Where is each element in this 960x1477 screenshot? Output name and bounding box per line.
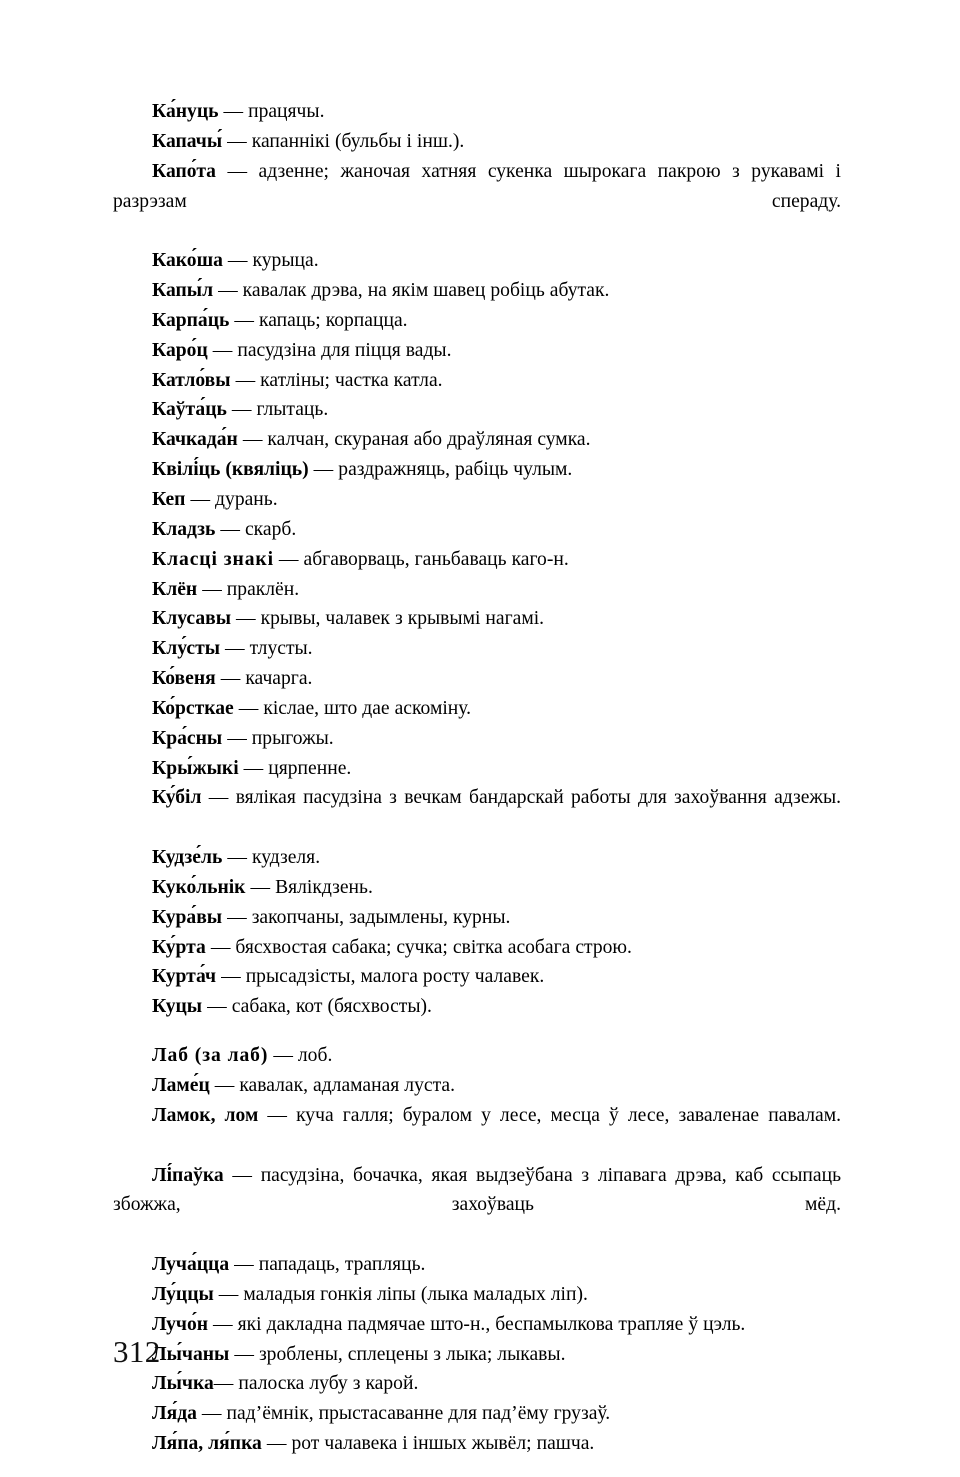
dictionary-entry <box>113 604 841 634</box>
entry-dash: — <box>220 668 241 690</box>
entry-headword: Ламок, лом <box>152 1104 259 1126</box>
entry-dash: — <box>243 757 264 779</box>
entry-definition: адзенне; жаночая хатняя сукенка шырокага пакрою з рукавамі і разрэзам спераду. <box>113 160 841 212</box>
dictionary-entry <box>113 933 841 963</box>
entry-headword: Ко́рсткае <box>152 697 234 719</box>
entry-dash: — <box>235 369 256 391</box>
entry-definition: крывы, чалавек з крывымі нагамі. <box>260 608 545 630</box>
entry-headword: Ку́біл <box>152 787 202 809</box>
entry-headword: Лучо́н <box>152 1313 209 1335</box>
entry-definition: кудзеля. <box>251 847 321 869</box>
entry-dash: — <box>227 727 247 749</box>
entry-dash: — <box>213 1373 234 1395</box>
entry-dash: — <box>278 548 299 570</box>
entry-definition: кавалак, адламаная луста. <box>239 1075 455 1096</box>
entry-dash: — <box>231 399 252 421</box>
entry-definition: абгаворваць, ганьбаваць каго-н. <box>303 548 569 570</box>
entry-headword: Кры́жыкі <box>152 757 239 779</box>
entry-headword: Клу́сты <box>152 638 221 660</box>
dictionary-entry <box>113 336 841 366</box>
section-separator <box>113 1022 841 1041</box>
entry-dash: — <box>234 1343 254 1365</box>
dictionary-entry <box>113 1399 841 1429</box>
entry-headword: Каро́ц <box>152 339 208 361</box>
entry-headword: Капачы́ <box>152 130 223 152</box>
dictionary-entry-column <box>113 97 841 1459</box>
entry-dash: — <box>214 1075 235 1096</box>
entry-definition: катліны; частка катла. <box>260 369 443 391</box>
entry-dash: — <box>266 1433 287 1455</box>
dictionary-entry <box>113 1429 841 1459</box>
entry-definition: раздражняць, рабіць чулым. <box>338 459 573 481</box>
dictionary-entry <box>113 306 841 336</box>
entry-definition: кавалак дрэва, на якім шавец робіць абутак. <box>242 280 610 302</box>
dictionary-entry <box>113 1250 841 1280</box>
entry-dash: — <box>227 847 247 869</box>
entry-definition: які дакладна падмячае што-н., беспамылкова трапляе ў цэль. <box>237 1313 746 1335</box>
entry-headword: Качкада́н <box>152 429 238 451</box>
dictionary-entry <box>113 1071 841 1101</box>
entry-definition: пападаць, трапляць. <box>258 1254 426 1276</box>
dictionary-entry <box>113 634 841 664</box>
entry-definition: маладыя гонкія ліпы (лыка маладых ліп). <box>243 1283 588 1305</box>
entry-dash: — <box>238 697 259 719</box>
entry-dash: — <box>236 608 256 630</box>
entry-definition: дурань. <box>215 488 278 510</box>
entry-headword: Луча́цца <box>152 1254 230 1276</box>
dictionary-entry <box>113 873 841 903</box>
entry-definition: пасудзіна для піцця вады. <box>237 339 452 361</box>
entry-definition: скарб. <box>244 518 297 540</box>
dictionary-entry <box>113 1161 841 1251</box>
entry-dash: — <box>220 518 240 540</box>
dictionary-entry <box>113 425 841 455</box>
entry-headword: Лы́чаны <box>152 1343 230 1365</box>
entry-headword: Ля́па, ля́пка <box>152 1433 262 1455</box>
entry-definition: зроблены, сплецены з лыка; лыкавы. <box>258 1343 566 1365</box>
entry-dash: — <box>227 130 247 152</box>
entry-dash: — <box>207 996 227 1018</box>
entry-definition: курыца. <box>252 250 319 272</box>
entry-headword: Лы́чка <box>152 1373 214 1395</box>
entry-dash: — <box>232 1164 252 1186</box>
entry-dash: — <box>234 309 254 331</box>
entry-headword: Клён <box>152 578 198 600</box>
entry-dash: — <box>225 638 245 660</box>
entry-definition: прысадзісты, малога росту чалавек. <box>245 966 545 988</box>
dictionary-entry <box>113 157 841 247</box>
entry-definition: працячы. <box>248 101 325 122</box>
entry-dash: — <box>221 966 241 988</box>
dictionary-entry <box>113 1369 841 1399</box>
entry-headword: Лі́паўка <box>152 1164 224 1186</box>
entry-definition: прыгожы. <box>251 727 334 749</box>
entry-dash: — <box>190 488 211 510</box>
dictionary-entry <box>113 575 841 605</box>
dictionary-entry <box>113 992 841 1022</box>
entry-dash: — <box>267 1104 287 1126</box>
entry-headword: Кудзе́ль <box>152 847 223 869</box>
entry-definition: качарга. <box>245 668 313 690</box>
dictionary-entry <box>113 1041 841 1071</box>
entry-headword: Капо́та <box>152 160 216 182</box>
entry-dash: — <box>242 429 263 451</box>
dictionary-entry <box>113 127 841 157</box>
dictionary-entry <box>113 366 841 396</box>
entry-dash: — <box>227 906 247 928</box>
entry-definition: бясхвостая сабака; сучка; світка асобага строю. <box>235 936 632 958</box>
letter-section-Л <box>113 1041 841 1459</box>
entry-dash: — <box>213 1313 233 1335</box>
entry-definition: закопчаны, задымлены, курны. <box>251 906 511 928</box>
entry-dash: — <box>212 339 233 361</box>
entry-definition: праклён. <box>226 578 300 600</box>
entry-dash: — <box>201 1403 222 1425</box>
entry-headword: Кеп <box>152 488 186 510</box>
entry-headword: Квілі́ць (квяліць) <box>152 459 309 481</box>
entry-definition: сабака, кот (бясхвосты). <box>231 996 432 1018</box>
dictionary-entry <box>113 664 841 694</box>
entry-definition: кіслае, што дае аскоміну. <box>263 697 472 719</box>
entry-dash: — <box>227 250 248 272</box>
entry-dash: — <box>218 280 238 302</box>
entry-headword: Клусавы <box>152 608 232 630</box>
dictionary-entry <box>113 1310 841 1340</box>
entry-headword: Кра́сны <box>152 727 223 749</box>
dictionary-entry <box>113 395 841 425</box>
entry-dash: — <box>273 1045 293 1067</box>
dictionary-entry <box>113 783 841 843</box>
entry-headword: Ламе́ц <box>152 1075 210 1096</box>
dictionary-entry <box>113 754 841 784</box>
entry-dash: — <box>223 101 244 122</box>
entry-definition: рот чалавека і іншых жывёл; пашча. <box>291 1433 595 1455</box>
entry-definition: калчан, скураная або драўляная сумка. <box>267 429 591 451</box>
entry-headword: Ко́веня <box>152 668 216 690</box>
entry-definition: глытаць. <box>256 399 329 421</box>
entry-headword: Кура́вы <box>152 906 223 928</box>
dictionary-entry <box>113 962 841 992</box>
entry-headword: Кладзь <box>152 518 216 540</box>
entry-definition: лоб. <box>297 1045 333 1067</box>
entry-definition: тлусты. <box>249 638 313 660</box>
entry-headword: Лу́ццы <box>152 1283 214 1305</box>
entry-dash: — <box>313 459 334 481</box>
dictionary-entry <box>113 843 841 873</box>
dictionary-entry <box>113 97 841 127</box>
dictionary-entry <box>113 1101 841 1161</box>
entry-definition: капаць; корпацца. <box>258 309 408 331</box>
entry-headword: Како́ша <box>152 250 223 272</box>
entry-definition: капаннікі (бульбы і інш.). <box>251 130 465 152</box>
entry-headword: Катло́вы <box>152 369 231 391</box>
entry-headword: Карпа́ць <box>152 309 230 331</box>
entry-definition: пад’ёмнік, прыстасаванне для пад’ёму грузаў. <box>226 1403 611 1425</box>
entry-dash: — <box>208 787 229 809</box>
dictionary-entry <box>113 485 841 515</box>
entry-dash: — <box>218 1283 239 1305</box>
entry-dash: — <box>210 936 231 958</box>
entry-headword: Каўта́ць <box>152 399 227 421</box>
entry-headword: Ку́рта <box>152 936 206 958</box>
entry-headword: Ля́да <box>152 1403 197 1425</box>
entry-headword: Класці знакі <box>152 548 274 570</box>
dictionary-entry <box>113 903 841 933</box>
entry-definition: палоска лубу з карой. <box>238 1373 419 1395</box>
entry-dash: — <box>202 578 222 600</box>
entry-definition: цярпенне. <box>268 757 352 779</box>
entry-definition: куча галля; буралом у лесе, месца ў лесе, заваленае павалам. <box>296 1104 842 1126</box>
dictionary-entry <box>113 455 841 485</box>
entry-headword: Куцы <box>152 996 203 1018</box>
page-number: 312 <box>113 1334 161 1369</box>
entry-dash: — <box>250 876 271 898</box>
entry-headword: Куко́льнік <box>152 876 246 898</box>
dictionary-entry <box>113 1280 841 1310</box>
dictionary-entry <box>113 724 841 754</box>
dictionary-entry <box>113 545 841 575</box>
entry-headword: Ка́нуць <box>152 101 219 122</box>
dictionary-entry <box>113 694 841 724</box>
entry-definition: вялікая пасудзіна з вечкам бандарскай работы для захоўвання адзежы. <box>235 787 842 809</box>
entry-headword: Курта́ч <box>152 966 217 988</box>
dictionary-entry <box>113 276 841 306</box>
entry-dash: — <box>234 1254 254 1276</box>
entry-headword: Капы́л <box>152 280 214 302</box>
entry-definition: пасудзіна, бочачка, якая выдзеўбана з ліпавага дрэва, каб ссыпаць збожжа, захоўваць мёд. <box>113 1164 842 1216</box>
dictionary-entry <box>113 515 841 545</box>
entry-dash: — <box>227 160 248 182</box>
dictionary-entry <box>113 1340 841 1370</box>
letter-section-К <box>113 97 841 1022</box>
dictionary-entry <box>113 246 841 276</box>
entry-definition: Вялікдзень. <box>275 876 373 898</box>
entry-headword: Лаб (за лаб) <box>152 1045 269 1067</box>
